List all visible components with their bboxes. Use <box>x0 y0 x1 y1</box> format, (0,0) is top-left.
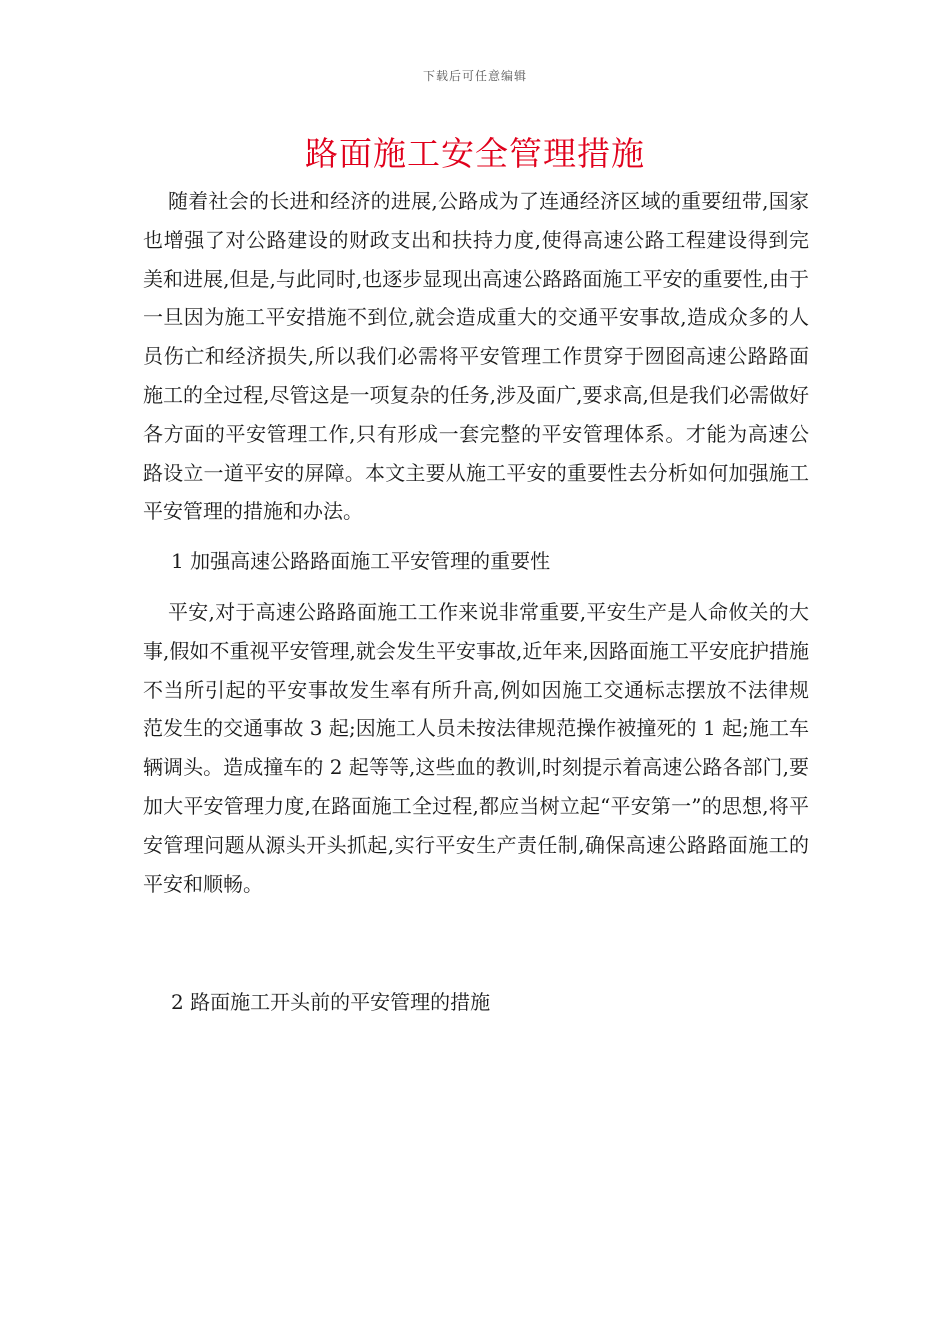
section-heading-2: 2 路面施工开头前的平安管理的措施 <box>171 990 491 1015</box>
paragraph-section-1: 平安,对于高速公路路面施工工作来说非常重要,平安生产是人命攸关的大事,假如不重视平安管理,就会发生平安事故,近年来,因路面施工平安庇护措施不当所引起的平安事故发生率有所升高,例如因施工交通标志摆放不法律规范发生的交通事故 3 起;因施工人员未按法律规范操作被撞死的 1 起;施工车辆调头。造成撞车的 2 起等等,这些血的教训,时刻提示着高速公路各部门,要加大平安管理力度,在路面施工全过程,都应当树立起“平安第一”的思想,将平安管理问题从源头开头抓起,实行平安生产责任制,确保高速公路路面施工的平安和顺畅。 <box>143 599 809 896</box>
header-note: 下载后可任意编辑 <box>422 69 527 83</box>
section-heading-1: 1 加强高速公路路面施工平安管理的重要性 <box>171 549 551 574</box>
paragraph-intro: 随着社会的长进和经济的进展,公路成为了连通经济区域的重要纽带,国家也增强了对公路建设的财政支出和扶持力度,使得高速公路工程建设得到完美和进展,但是,与此同时,也逐步显现出高速公路路面施工平安的重要性,由于一旦因为施工平安措施不到位,就会造成重大的交通平安事故,造成众多的人员伤亡和经济损失,所以我们必需将平安管理工作贯穿于囫囵高速公路路面施工的全过程,尽管这是一项复杂的任务,涉及面广,要求高,但是我们必需做好各方面的平安管理工作,只有形成一套完整的平安管理体系。才能为高速公路设立一道平安的屏障。本文主要从施工平安的重要性去分析如何加强施工平安管理的措施和办法。 <box>143 189 809 524</box>
document-body <box>143 182 809 1034</box>
document-title: 路面施工安全管理措施 <box>305 134 645 173</box>
